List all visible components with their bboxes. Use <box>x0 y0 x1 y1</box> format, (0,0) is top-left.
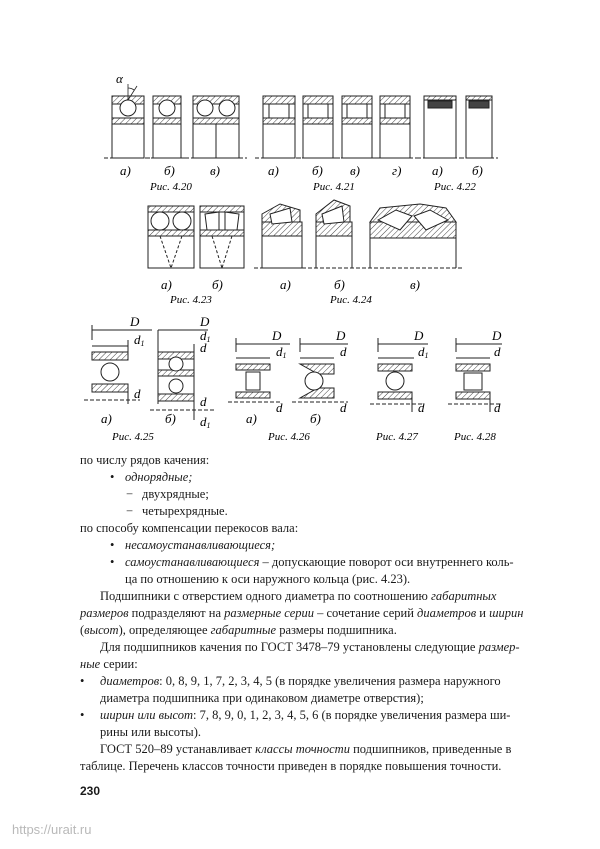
bearing-4-20-v <box>185 96 247 158</box>
fig427-dim-d1: d1 <box>418 344 429 360</box>
bearing-4-23-a <box>148 206 194 268</box>
fig421-label-g: г) <box>392 163 402 178</box>
dash-icon: − <box>126 504 134 518</box>
figure-4-20 <box>104 84 247 158</box>
fig420-label-b: б) <box>164 163 175 178</box>
figure-4-21 <box>255 96 417 158</box>
bearing-4-22-b <box>460 96 498 158</box>
rows-item-1: однорядные; <box>125 470 193 484</box>
fig424-label-v: в) <box>410 277 420 292</box>
fig426-label-b: б) <box>310 411 321 426</box>
fig423-caption: Рис. 4.23 <box>170 294 212 306</box>
fig426a-dim-d: d <box>276 400 283 415</box>
figure-4-22 <box>417 96 498 158</box>
bearing-4-24-v <box>362 204 464 268</box>
fig422-label-a: а) <box>432 163 443 178</box>
para1-line2: размеров подразделяют на размерные серии – сочетание серий диаметров и ширин <box>80 606 524 620</box>
rows-item-3: четырехрядные. <box>142 504 228 518</box>
fig423-label-a: а) <box>161 277 172 292</box>
fig426b-dim-d-bottom: d <box>340 400 347 415</box>
angle-alpha-label: α <box>116 71 123 86</box>
bearing-4-20-a <box>104 84 152 158</box>
para2-line1: Для подшипников качения по ГОСТ 3478–79 установлены следующие размер- <box>100 640 520 654</box>
fig425b-dim-d-top: d <box>200 340 207 355</box>
comp-item-2: самоустанавливающиеся – допускающие поворот оси внутреннего коль- <box>125 555 514 569</box>
bullet-icon: • <box>110 470 115 484</box>
bearing-4-21-b <box>296 96 340 158</box>
fig425a-dim-D: D <box>130 314 140 329</box>
fig424-caption: Рис. 4.24 <box>330 294 372 306</box>
fig426b-dim-d: d <box>340 344 347 359</box>
width-series: ширин или высот: 7, 8, 9, 0, 1, 2, 3, 4, 5, 6 (в порядке увеличения размера ши- <box>100 708 511 722</box>
comp-item-1: несамоустанавливающиеся; <box>125 538 276 552</box>
fig420-label-a: а) <box>120 163 131 178</box>
bullet-icon: • <box>80 708 85 722</box>
figure-4-25 <box>84 325 214 420</box>
fig423-label-b: б) <box>212 277 223 292</box>
fig425b-dim-d1: d1 <box>200 328 211 344</box>
fig428-dim-D: D <box>492 328 502 343</box>
bearing-4-21-g <box>373 96 417 158</box>
rows-intro: по числу рядов качения: <box>80 453 210 467</box>
fig420-label-v: в) <box>210 163 220 178</box>
fig426-label-a: а) <box>246 411 257 426</box>
figure-4-26 <box>228 338 348 402</box>
para2-line2: ные серии: <box>80 657 138 671</box>
fig425a-dim-d: d <box>134 386 141 401</box>
fig425b-dim-D: D <box>200 314 210 329</box>
fig425a-dim-d1: d1 <box>134 332 145 348</box>
fig427-dim-d: d <box>418 400 425 415</box>
watermark: https://urait.ru <box>12 822 92 837</box>
fig425-caption: Рис. 4.25 <box>112 431 154 443</box>
bearing-4-21-a <box>255 96 303 158</box>
fig428-dim-d: d <box>494 344 501 359</box>
width-series-cont: рины или высоты). <box>100 725 201 739</box>
comp-intro: по способу компенсации перекосов вала: <box>80 521 299 535</box>
rows-item-2: двухрядные; <box>142 487 209 501</box>
fig422-caption: Рис. 4.22 <box>434 181 476 193</box>
bearing-4-22-a <box>417 96 463 158</box>
dash-icon: − <box>126 487 134 501</box>
fig428-dim-d-bottom: d <box>494 400 501 415</box>
figure-4-24 <box>254 200 464 268</box>
fig426-caption: Рис. 4.26 <box>268 431 310 443</box>
bullet-icon: • <box>110 538 115 552</box>
diameter-series: диаметров: 0, 8, 9, 1, 7, 2, 3, 4, 5 (в порядке увеличения размера наружного <box>100 674 501 688</box>
fig425-label-a: а) <box>101 411 112 426</box>
fig428-caption: Рис. 4.28 <box>454 431 496 443</box>
fig421-label-b: б) <box>312 163 323 178</box>
bearing-4-21-v <box>335 96 379 158</box>
para1-line1: Подшипники с отверстием одного диаметра по соотношению габаритных <box>100 589 497 603</box>
para3-line2: таблице. Перечень классов точности приведен в порядке повышения точности. <box>80 759 502 773</box>
figure-4-23 <box>148 206 244 268</box>
page-number: 230 <box>80 784 101 798</box>
fig427-caption: Рис. 4.27 <box>376 431 418 443</box>
fig420-caption: Рис. 4.20 <box>150 181 192 193</box>
bearing-4-24-b <box>308 200 360 268</box>
diameter-series-cont: диаметра подшипника при одинаковом диаметре отверстия); <box>100 691 424 705</box>
fig424-label-a: а) <box>280 277 291 292</box>
fig421-caption: Рис. 4.21 <box>313 181 355 193</box>
fig424-label-b: б) <box>334 277 345 292</box>
fig425b-dim-d-bottom: d <box>200 394 207 409</box>
fig427-dim-D: D <box>414 328 424 343</box>
para3-line1: ГОСТ 520–89 устанавливает классы точности подшипников, приведенные в <box>100 742 512 756</box>
fig425-label-b: б) <box>165 411 176 426</box>
bearing-4-20-b <box>145 96 189 158</box>
fig421-label-a: а) <box>268 163 279 178</box>
bullet-icon: • <box>110 555 115 569</box>
para1-line3: (высот), определяющее габаритные размеры подшипника. <box>80 623 397 637</box>
fig426b-dim-D: D <box>336 328 346 343</box>
fig426a-dim-D: D <box>272 328 282 343</box>
fig425b-dim-d1-bottom: d1 <box>200 414 211 430</box>
bearing-4-25-a <box>84 325 152 404</box>
fig422-label-b: б) <box>472 163 483 178</box>
bearing-4-23-b <box>200 206 244 268</box>
comp-item-2-cont: ца по отношению к оси наружного кольца (рис. 4.23). <box>125 572 411 586</box>
fig426a-dim-d1: d1 <box>276 344 287 360</box>
fig421-label-v: в) <box>350 163 360 178</box>
bearing-4-24-a <box>254 204 310 268</box>
bullet-icon: • <box>80 674 85 688</box>
